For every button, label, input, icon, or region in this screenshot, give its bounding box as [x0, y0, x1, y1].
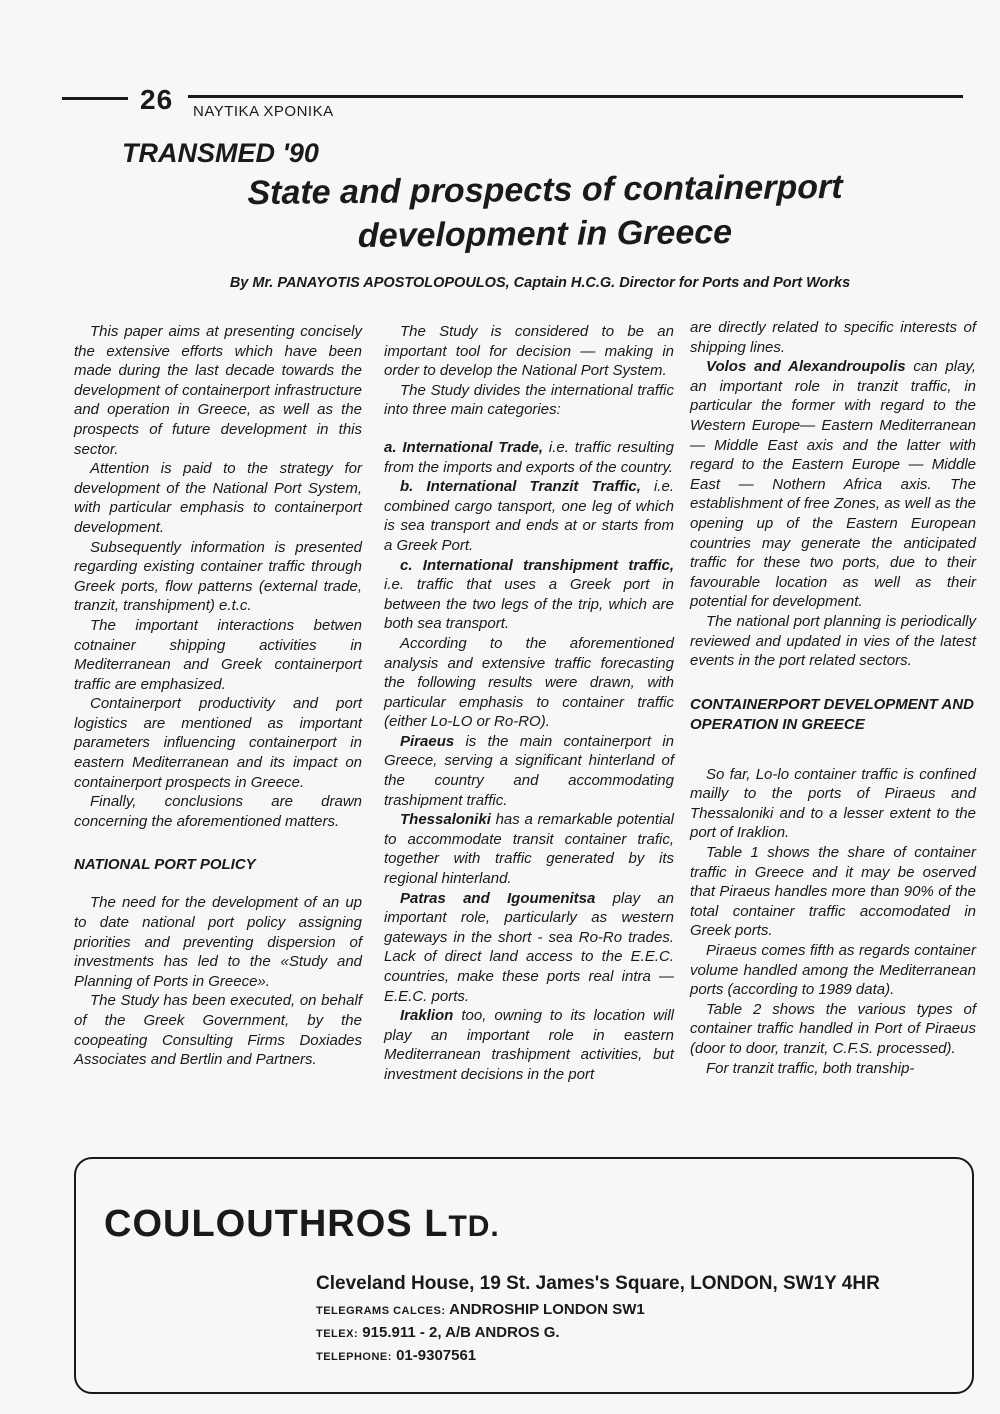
- port-name: Patras and Igoumenitsa: [400, 889, 596, 907]
- telephone-label: TELEPHONE:: [316, 1351, 392, 1363]
- paragraph: The Study has been executed, on behalf of the Greek Government, by the coopeating Consulting Firms Doxiades Associates and Bertlin and Partners.: [74, 992, 362, 1069]
- paragraph-text: is the main containerport in Greece, serving a significant hinterland of the country and accommodating trashipment traffic.: [384, 732, 674, 809]
- advert-company-name: [104, 1203, 500, 1246]
- article-headline: State and prospects of containerport development in Greece: [247, 167, 843, 255]
- publication-name: ΝΑΥΤΙΚΑ ΧΡΟΝΙΚΑ: [193, 103, 334, 120]
- paragraph-text: can play, an important role in tranzit traffic, in particular the former with regard to the Western Europe— Eastern Mediterranean — Middle East axis and the latter with regard to the Eastern Europe — Middle East — Nothern Africa axis. The establishment of free Zones, as well as the opening up of the Eastern European countries may generate the anticipated traffic for these two ports, due to their favourable location as well as their potential for development.: [690, 358, 976, 611]
- list-item: [384, 556, 674, 634]
- paragraph: Attention is paid to the strategy for development of the National Port System, with particular emphasis to containerport development.: [74, 460, 362, 536]
- telex-label: TELEX:: [316, 1328, 359, 1340]
- article-column-1: [74, 322, 362, 1070]
- paragraph: Table 1 shows the share of container traffic in Greece and it may be oserved that Piraeus handles more than 90% of the total container traffic accomodated in Greek ports.: [690, 844, 976, 940]
- list-item: [384, 477, 674, 555]
- company-name-suffix: TD.: [448, 1210, 500, 1243]
- paragraph: Piraeus comes fifth as regards container volume handled among the Mediterranean ports (according to 1989 data).: [690, 942, 976, 999]
- paragraph: For tranzit traffic, both tranship-: [706, 1059, 915, 1077]
- paragraph: [384, 810, 674, 888]
- paragraph: Table 2 shows the various types of container traffic handled in Port of Piraeus (door to door, tranzit, C.F.S. processed).: [690, 1000, 976, 1057]
- list-item-text: i.e. combined cargo tansport, one leg of which is sea transport and ends at or starts from a Greek Port.: [384, 478, 674, 554]
- advert-address: Cleveland House, 19 St. James's Square, LONDON, SW1Y 4HR: [316, 1273, 880, 1294]
- paragraph: The national port planning is periodically reviewed and updated in vies of the latest events in the port related sectors.: [690, 612, 976, 670]
- paragraph: The important interactions betwen cotnainer shipping activities in Mediterranean and Greek containerport traffic are emphasized.: [74, 616, 362, 693]
- paragraph: Subsequently information is presented regarding existing container traffic through Greek ports, flow patterns (external trade, tranzit, transhipment) e.t.c.: [74, 538, 362, 615]
- telegrams-label: TELEGRAMS CALCES:: [316, 1305, 446, 1317]
- paragraph: [384, 1006, 674, 1084]
- paragraph-text: play an important role, particularly as western gateways in the short - sea Ro-Ro trades. Lack of direct land access to the E.E.C. countries, make these ports real intra — E.E.C. ports.: [384, 889, 674, 1005]
- paragraph: Containerport productivity and port logistics are mentioned as important parameters influencing containerport in eastern Mediterranean and its impact on containerport prospects in Greece.: [74, 695, 362, 791]
- header-rule-left: [62, 97, 128, 100]
- telex-value: 915.911 - 2, A/B ANDROS G.: [362, 1324, 560, 1341]
- port-name: Volos and Alexandroupolis: [706, 358, 906, 376]
- paragraph: [384, 732, 674, 810]
- port-name: Iraklion: [400, 1007, 454, 1025]
- list-item: [384, 438, 674, 477]
- list-item-text: i.e. traffic that uses a Greek port in between the two legs of the trip, which are both sea transport.: [384, 576, 674, 633]
- company-name-main: COULOUTHROS L: [104, 1203, 449, 1245]
- list-item-label: b. International Tranzit Traffic,: [400, 478, 641, 496]
- advert-telex: [316, 1324, 560, 1341]
- port-name: Thessaloniki: [400, 811, 491, 829]
- paragraph: [690, 357, 976, 612]
- paragraph-text: has a remarkable potential to accommodate transit container trafic, together with traffic generated by its regional hinterland.: [384, 811, 674, 888]
- telephone-value: 01-9307561: [396, 1347, 477, 1364]
- paragraph-text: too, owning to its location will play an important role in eastern Mediterranean trashipment activities, but investment decisions in the port: [384, 1007, 674, 1083]
- advert-telegrams: [316, 1301, 645, 1318]
- article-column-3: [690, 318, 976, 1078]
- list-item-text: i.e. traffic resulting from the imports and exports of the country.: [384, 438, 674, 476]
- article-byline: By Mr. PANAYOTIS APOSTOLOPOULOS, Captain H.C.G. Director for Ports and Port Works: [229, 275, 851, 291]
- advertisement-box: [74, 1157, 974, 1394]
- list-item-label: c. International transhipment traffic,: [400, 556, 674, 574]
- paragraph: The need for the development of an up to date national port policy assigning priorities and preventing dispersion of investments has led to the «Study and Planning of Ports in Greece».: [74, 894, 362, 990]
- header-rule-right: [188, 95, 963, 98]
- paragraph: According to the aforementioned analysis and extensive traffic forecasting the following results were drawn, with particular emphasis to container traffic (either Lo-LO or Ro-RO).: [384, 634, 674, 731]
- paragraph: The Study is considered to be an important tool for decision — making in order to develop the National Port System.: [384, 323, 674, 380]
- paragraph: are directly related to specific interests of shipping lines.: [690, 319, 976, 356]
- paragraph: The Study divides the international traffic into three main categories:: [384, 381, 674, 419]
- telegrams-value: ANDROSHIP LONDON SW1: [449, 1301, 645, 1318]
- list-item-label: a. International Trade,: [384, 438, 543, 456]
- paragraph: So far, Lo-lo container traffic is confined mailly to the ports of Piraeus and Thessaloniki and to a lesser extent to the port of Iraklion.: [690, 765, 976, 842]
- section-heading-containerport-development: CONTAINERPORT DEVELOPMENT AND OPERATION IN GREECE: [690, 695, 974, 733]
- port-name: Piraeus: [400, 732, 455, 750]
- paragraph: Finally, conclusions are drawn concerning the aforementioned matters.: [74, 793, 362, 830]
- page-number: 26: [140, 84, 174, 115]
- advert-telephone: [316, 1347, 476, 1364]
- section-heading-national-port-policy: NATIONAL PORT POLICY: [74, 856, 256, 874]
- article-kicker: TRANSMED '90: [122, 138, 319, 168]
- article-column-2: [384, 322, 674, 1085]
- paragraph: [384, 889, 674, 1007]
- paragraph: This paper aims at presenting concisely the extensive efforts which have been made during the last decade towards the development of containerport infrastructure and operation in Greece, as well as the prospects of future development in this sector.: [74, 323, 362, 458]
